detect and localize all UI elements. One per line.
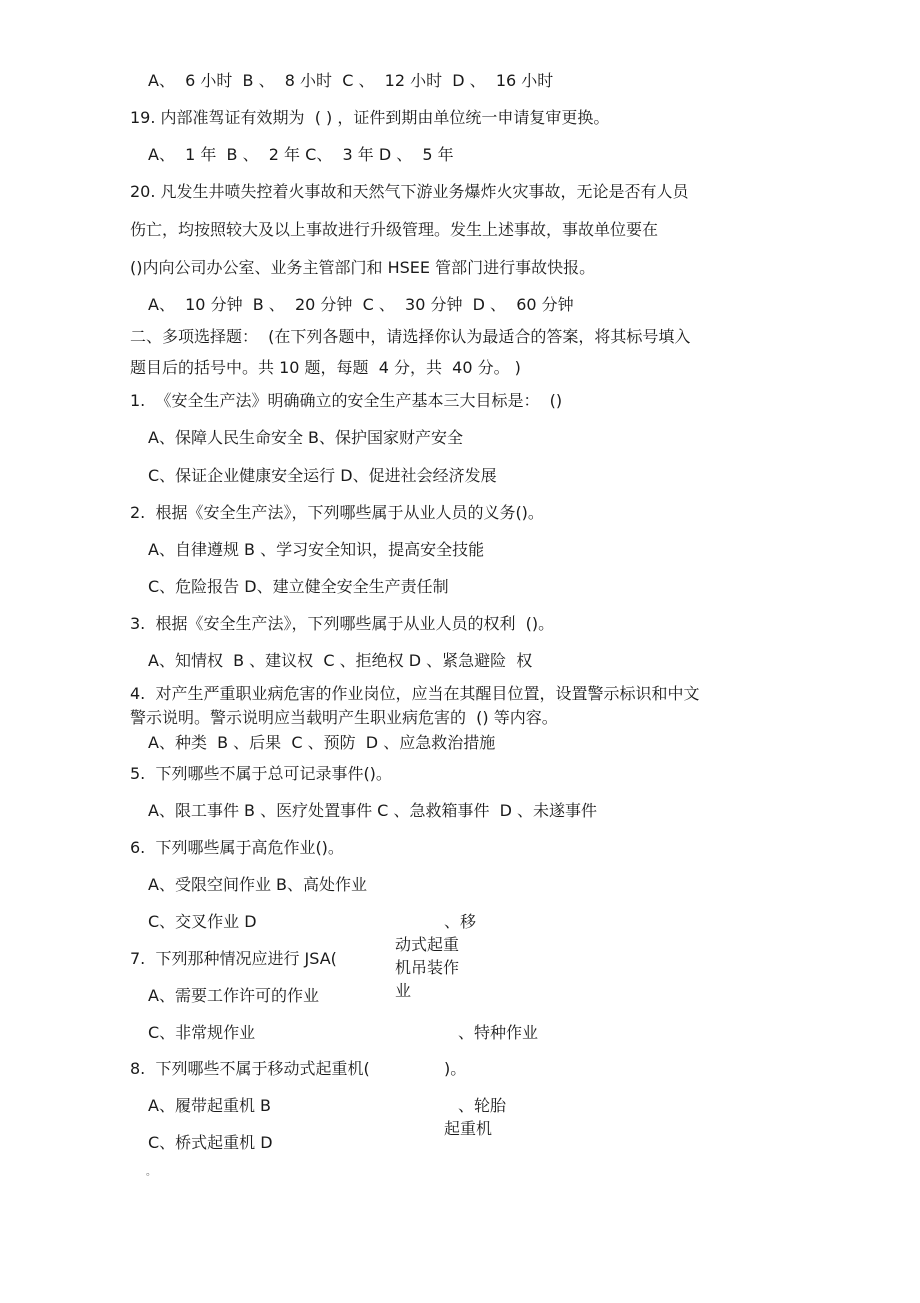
m8-options-ab: A、履带起重机 B xyxy=(148,1096,272,1115)
m4-question-line2: 警示说明。警示说明应当载明产生职业病危害的 () 等内容。 xyxy=(130,708,558,727)
m7-options-ab: A、需要工作许可的作业 xyxy=(148,986,319,1005)
q18-options: A、 6 小时 B 、 8 小时 C 、 12 小时 D 、 16 小时 xyxy=(148,71,554,90)
m8-question-end: )。 xyxy=(444,1059,467,1078)
section2-heading-line2: 题目后的括号中。共 10 题，每题 4 分，共 40 分。 ) xyxy=(130,358,521,377)
m2-question: 2. 根据《安全生产法》，下列哪些属于从业人员的义务()。 xyxy=(130,503,544,522)
m1-options-cd: C、保证企业健康安全运行 D、促进社会经济发展 xyxy=(148,466,497,485)
m4-question-line1: 4. 对产生严重职业病危害的作业岗位，应当在其醒目位置，设置警示标识和中文 xyxy=(130,684,700,703)
m3-question: 3. 根据《安全生产法》，下列哪些属于从业人员的权利 ()。 xyxy=(130,614,555,633)
m3-options: A、知情权 B 、建议权 C 、拒绝权 D 、紧急避险 权 xyxy=(148,651,533,670)
m7-question: 7. 下列那种情况应进行 JSA( xyxy=(130,949,337,968)
m8-option-b-fragment2: 起重机 xyxy=(444,1119,493,1138)
m6-question: 6. 下列哪些属于高危作业()。 xyxy=(130,838,344,857)
m6-option-d-fragment4: 业 xyxy=(395,981,412,1000)
m2-options-ab: A、自律遵规 B 、学习安全知识，提高安全技能 xyxy=(148,540,485,559)
m6-option-d-fragment1: 、移 xyxy=(444,912,477,931)
m8-question: 8. 下列哪些不属于移动式起重机( xyxy=(130,1059,370,1078)
q20-options: A、 10 分钟 B 、 20 分钟 C 、 30 分钟 D 、 60 分钟 xyxy=(148,295,574,314)
m1-question: 1. 《安全生产法》明确确立的安全生产基本三大目标是： () xyxy=(130,391,563,410)
q20-question-line2: 伤亡，均按照较大及以上事故进行升级管理。发生上述事故，事故单位要在 xyxy=(130,220,659,239)
m1-options-ab: A、保障人民生命安全 B、保护国家财产安全 xyxy=(148,428,464,447)
q20-question-line1: 20. 凡发生井喷失控着火事故和天然气下游业务爆炸火灾事故，无论是否有人员 xyxy=(130,182,689,201)
m6-options-cd: C、交叉作业 D xyxy=(148,912,257,931)
q20-question-line3: ()内向公司办公室、业务主管部门和 HSEE 管部门进行事故快报。 xyxy=(130,258,596,277)
m8-option-b-fragment1: 、轮胎 xyxy=(458,1096,507,1115)
m2-options-cd: C、危险报告 D、建立健全安全生产责任制 xyxy=(148,577,449,596)
m6-option-d-fragment3: 机吊装作 xyxy=(395,958,460,977)
m5-question: 5. 下列哪些不属于总可记录事件()。 xyxy=(130,764,392,783)
q19-options: A、 1 年 B 、 2 年 C、 3 年 D 、 5 年 xyxy=(148,145,454,164)
m7-options-d: 、特种作业 xyxy=(458,1023,539,1042)
m5-options: A、限工事件 B 、医疗处置事件 C 、急救箱事件 D 、未遂事件 xyxy=(148,801,598,820)
m4-options: A、种类 B 、后果 C 、预防 D 、应急救治措施 xyxy=(148,733,496,752)
m6-options-ab: A、受限空间作业 B、高处作业 xyxy=(148,875,368,894)
m6-option-d-fragment2: 动式起重 xyxy=(395,935,460,954)
q19-question: 19. 内部准驾证有效期为 ( ) ，证件到期由单位统一申请复审更换。 xyxy=(130,108,610,127)
page-mark: 。 xyxy=(146,1167,156,1178)
section2-heading-line1: 二、多项选择题： (在下列各题中，请选择你认为最适合的答案，将其标号填入 xyxy=(130,327,691,346)
m7-options-c: C、非常规作业 xyxy=(148,1023,256,1042)
m8-options-cd: C、桥式起重机 D xyxy=(148,1133,273,1152)
